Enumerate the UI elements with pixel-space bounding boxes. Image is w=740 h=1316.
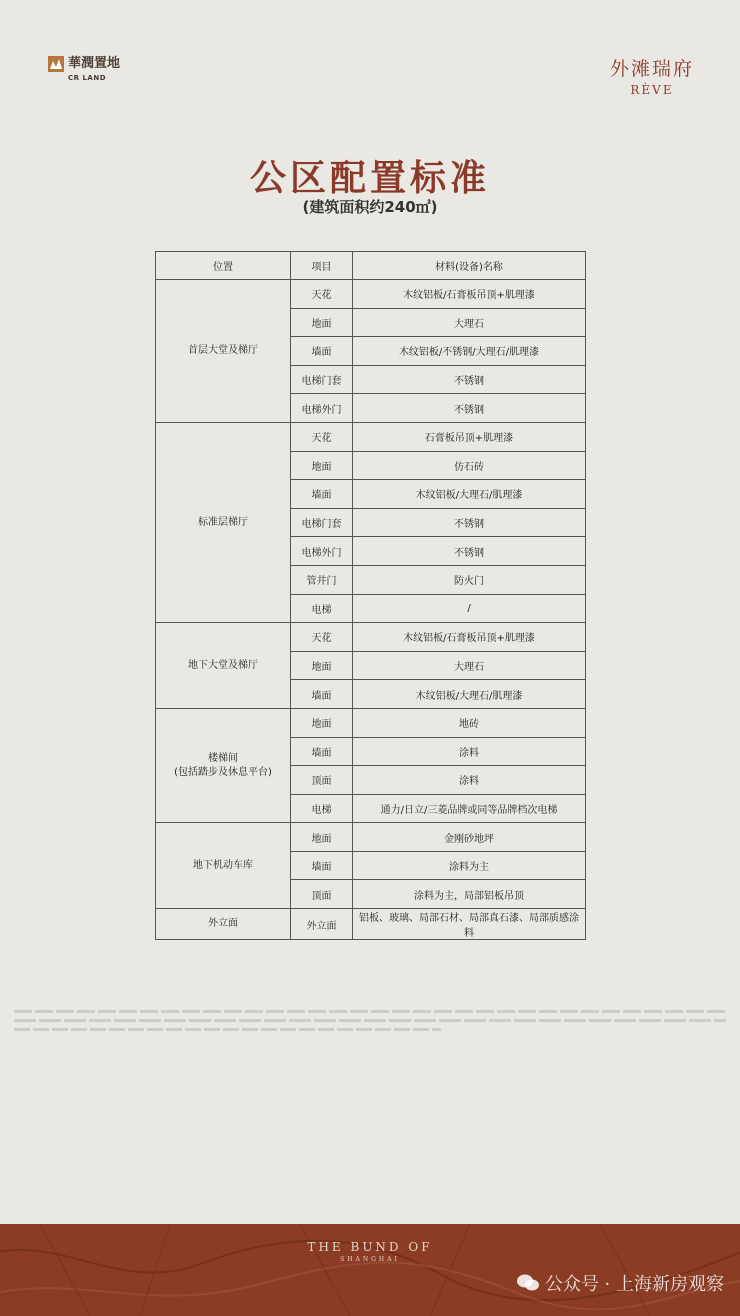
material-cell: 不锈钢 xyxy=(353,537,586,566)
item-cell: 管井门 xyxy=(291,565,353,594)
material-cell: 大理石 xyxy=(353,651,586,680)
item-cell: 地面 xyxy=(291,708,353,737)
item-cell: 天花 xyxy=(291,280,353,309)
cr-land-logo-icon xyxy=(48,56,64,72)
item-cell: 顶面 xyxy=(291,766,353,795)
item-cell: 墙面 xyxy=(291,337,353,366)
brand-logo-left xyxy=(48,56,120,82)
material-cell: 大理石 xyxy=(353,308,586,337)
item-cell: 电梯外门 xyxy=(291,537,353,566)
item-cell: 电梯 xyxy=(291,594,353,623)
material-cell: 木纹铝板/不锈钢/大理石/肌理漆 xyxy=(353,337,586,366)
table-row xyxy=(156,823,586,852)
location-cell: 外立面 xyxy=(156,909,291,940)
location-cell: 地下大堂及梯厅 xyxy=(156,623,291,709)
item-cell: 天花 xyxy=(291,422,353,451)
brand-right-en: RÈVE xyxy=(630,83,674,97)
item-cell: 墙面 xyxy=(291,480,353,509)
item-cell: 墙面 xyxy=(291,680,353,709)
item-cell: 电梯外门 xyxy=(291,394,353,423)
location-cell: 标准层梯厅 xyxy=(156,422,291,622)
material-cell: 涂料 xyxy=(353,737,586,766)
table-row xyxy=(156,422,586,451)
material-cell: 金刚砂地坪 xyxy=(353,823,586,852)
table-row xyxy=(156,708,586,737)
table-header-row xyxy=(156,252,586,280)
material-cell: 不锈钢 xyxy=(353,365,586,394)
brand-right-cn: 外滩瑞府 xyxy=(609,58,694,80)
item-cell: 天花 xyxy=(291,623,353,652)
table-row xyxy=(156,280,586,309)
material-cell: 铝板、玻璃、局部石材、局部真石漆、局部质感涂料 xyxy=(353,909,586,940)
material-cell: 地砖 xyxy=(353,708,586,737)
disclaimer-text xyxy=(14,1010,726,1031)
brand-left-cn: 華潤置地 xyxy=(68,56,121,71)
brand-left-en: CR LAND xyxy=(68,74,107,82)
item-cell: 地面 xyxy=(291,451,353,480)
material-cell: / xyxy=(353,594,586,623)
header-material: 材料(设备)名称 xyxy=(353,252,586,280)
item-cell: 顶面 xyxy=(291,880,353,909)
material-cell: 木纹铝板/大理石/肌理漆 xyxy=(353,680,586,709)
table-body xyxy=(156,280,586,940)
location-cell: 地下机动车库 xyxy=(156,823,291,909)
item-cell: 电梯门套 xyxy=(291,365,353,394)
header-location: 位置 xyxy=(156,252,291,280)
item-cell: 地面 xyxy=(291,308,353,337)
spec-table xyxy=(155,251,586,940)
wechat-icon xyxy=(517,1274,539,1292)
item-cell: 墙面 xyxy=(291,851,353,880)
material-cell: 仿石砖 xyxy=(353,451,586,480)
table-row xyxy=(156,623,586,652)
item-cell: 电梯 xyxy=(291,794,353,823)
item-cell: 电梯门套 xyxy=(291,508,353,537)
material-cell: 涂料为主，局部铝板吊顶 xyxy=(353,880,586,909)
material-cell: 涂料为主 xyxy=(353,851,586,880)
material-cell: 石膏板吊顶+肌理漆 xyxy=(353,422,586,451)
brand-logo-right xyxy=(610,54,694,97)
watermark-text: 公众号 · 上海新房观察 xyxy=(544,1274,724,1295)
footer-subtitle: SHANGHAI xyxy=(340,1256,400,1263)
header-item: 项目 xyxy=(291,252,353,280)
material-cell: 防火门 xyxy=(353,565,586,594)
item-cell: 地面 xyxy=(291,823,353,852)
material-cell: 木纹铝板/大理石/肌理漆 xyxy=(353,480,586,509)
footer-title: THE BUND OF xyxy=(307,1240,433,1254)
material-cell: 木纹铝板/石膏板吊顶+肌理漆 xyxy=(353,623,586,652)
wechat-watermark xyxy=(517,1270,724,1296)
location-cell: 楼梯间 (包括踏步及休息平台) xyxy=(156,708,291,822)
item-cell: 地面 xyxy=(291,651,353,680)
item-cell: 外立面 xyxy=(291,909,353,940)
table-row xyxy=(156,909,586,940)
material-cell: 通力/日立/三菱品牌或同等品牌档次电梯 xyxy=(353,794,586,823)
page-title: 公区配置标准 xyxy=(249,157,490,199)
page-subtitle: (建筑面积约240㎡) xyxy=(302,198,438,216)
material-cell: 不锈钢 xyxy=(353,508,586,537)
material-cell: 不锈钢 xyxy=(353,394,586,423)
item-cell: 墙面 xyxy=(291,737,353,766)
location-cell: 首层大堂及梯厅 xyxy=(156,280,291,423)
material-cell: 木纹铝板/石膏板吊顶+肌理漆 xyxy=(353,280,586,309)
material-cell: 涂料 xyxy=(353,766,586,795)
